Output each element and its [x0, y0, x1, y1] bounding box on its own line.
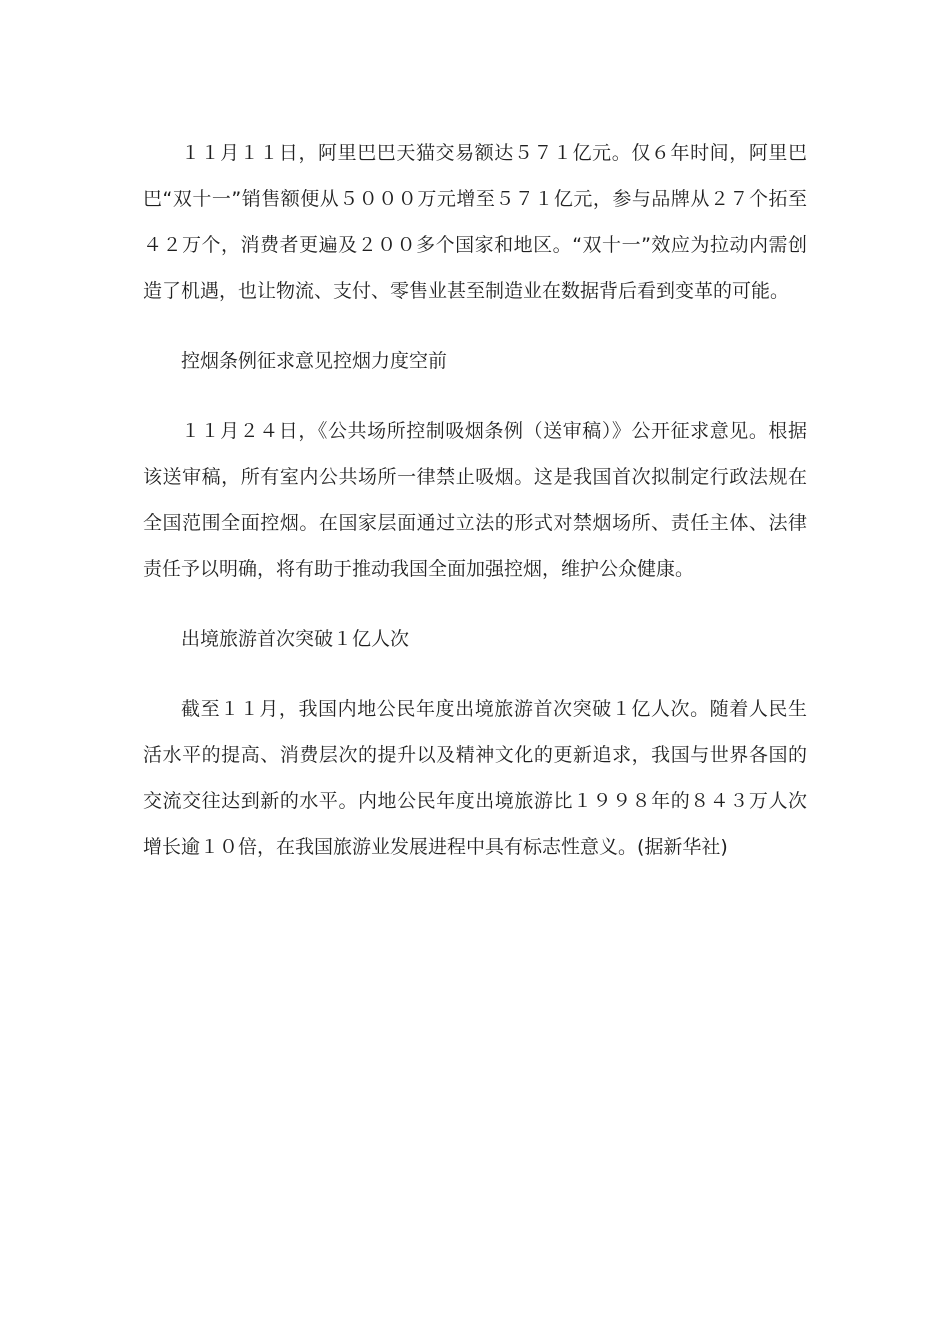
paragraph-outbound-tourism: 截至１１月，我国内地公民年度出境旅游首次突破１亿人次。随着人民生活水平的提高、消费层次的提升以及精神文化的更新追求，我国与世界各国的交流交往达到新的水平。内地公民年度出境旅游比１９９８年的８４３万人次增长逾１０倍，在我国旅游业发展进程中具有标志性意义。(据新华社)	[143, 698, 807, 858]
paragraph-double-eleven: １１月１１日，阿里巴巴天猫交易额达５７１亿元。仅６年时间，阿里巴巴“双十一”销售额便从５０００万元增至５７１亿元，参与品牌从２７个拓至４２万个，消费者更遍及２００多个国家和地区。“双十一”效应为拉动内需创造了机遇，也让物流、支付、零售业甚至制造业在数据背后看到变革的可能。	[143, 142, 807, 302]
heading-outbound-tourism: 出境旅游首次突破１亿人次	[181, 628, 410, 650]
paragraph-tobacco-control: １１月２４日，《公共场所控制吸烟条例（送审稿）》公开征求意见。根据该送审稿，所有室内公共场所一律禁止吸烟。这是我国首次拟制定行政法规在全国范围全面控烟。在国家层面通过立法的形式对禁烟场所、责任主体、法律责任予以明确，将有助于推动我国全面加强控烟，维护公众健康。	[143, 420, 807, 580]
article-body	[143, 130, 807, 870]
heading-tobacco-control: 控烟条例征求意见控烟力度空前	[181, 350, 448, 372]
